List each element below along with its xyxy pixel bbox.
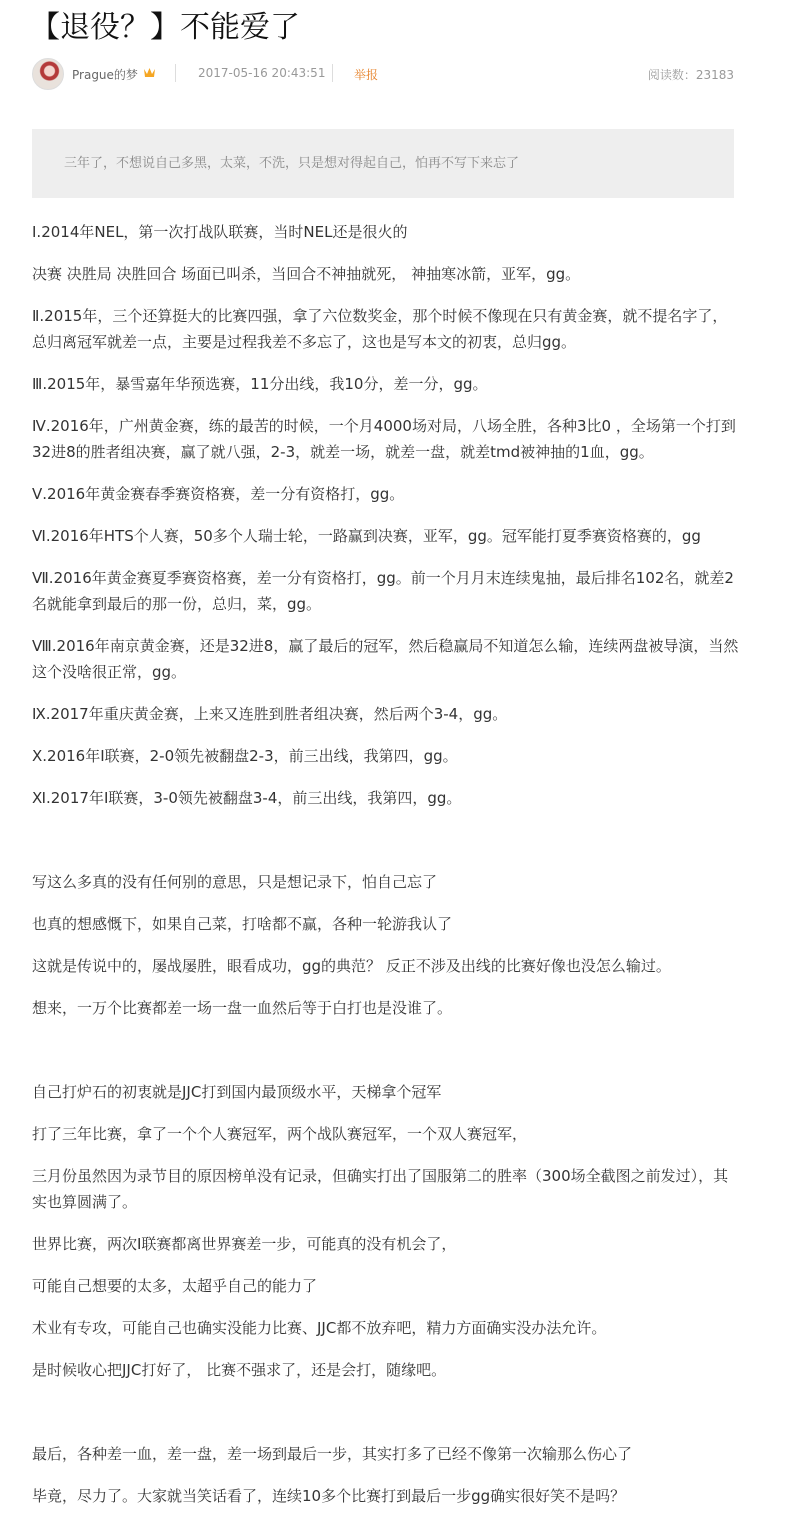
article-title: 【退役？】不能爱了 <box>30 10 300 45</box>
paragraph: Ⅵ.2016年HTS个人赛，50多个人瑞士轮，一路赢到决赛，亚军，gg。冠军能打夏季赛资格赛的，gg <box>32 527 701 545</box>
paragraph: 最后，各种差一血，差一盘，差一场到最后一步，其实打多了已经不像第一次输那么伤心了 <box>32 1445 633 1463</box>
paragraph: 可能自己想要的太多，太超乎自己的能力了 <box>32 1277 318 1295</box>
paragraph: 术业有专攻，可能自己也确实没能力比赛、JJC都不放弃吧，精力方面确实没办法允许。 <box>32 1319 607 1337</box>
paragraph: 这就是传说中的，屡战屡胜，眼看成功，gg的典范？ 反正不涉及出线的比赛好像也没怎么输过。 <box>32 957 671 975</box>
paragraph: Ⅰ.2014年NEL，第一次打战队联赛，当时NEL还是很火的 <box>32 223 408 241</box>
paragraph: 世界比赛，两次I联赛都离世界赛差一步，可能真的没有机会了， <box>32 1235 457 1253</box>
paragraph: Ⅷ.2016年南京黄金赛，还是32进8，赢了最后的冠军，然后稳赢局不知道怎么输，连续两盘被导演，当然这个没啥很正常，gg。 <box>32 637 739 681</box>
paragraph: Ⅶ.2016年黄金赛夏季赛资格赛，差一分有资格打，gg。前一个月月末连续鬼抽，最后排名102名，就差2名就能拿到最后的那一份，总归，菜，gg。 <box>32 569 734 613</box>
paragraph: 也真的想感慨下，如果自己菜，打啥都不赢，各种一轮游我认了 <box>32 915 453 933</box>
meta-divider <box>332 64 333 82</box>
paragraph: Ⅸ.2017年重庆黄金赛，上来又连胜到胜者组决赛，然后两个3-4，gg。 <box>32 705 508 723</box>
summary-text: 三年了，不想说自己多黑，太菜，不洗，只是想对得起自己，怕再不写下来忘了 <box>64 156 520 171</box>
post-date: 2017-05-16 20:43:51 <box>198 66 326 80</box>
paragraph: Ⅳ.2016年，广州黄金赛，练的最苦的时候，一个月4000场对局，八场全胜，各种3比0 ，全场第一个打到32进8的胜者组决赛，赢了就八强，2-3，就差一场，就差一盘，就差tmd被神抽的1血，gg。 <box>32 417 736 461</box>
article-meta <box>32 58 734 90</box>
author-name[interactable]: Prague的梦 <box>72 68 138 82</box>
report-link[interactable]: 举报 <box>354 68 379 82</box>
paragraph: 打了三年比赛，拿了一个个人赛冠军，两个战队赛冠军，一个双人赛冠军， <box>32 1125 528 1143</box>
paragraph: 自己打炉石的初衷就是JJC打到国内最顶级水平，天梯拿个冠军 <box>32 1083 442 1101</box>
paragraph: 写这么多真的没有任何别的意思，只是想记录下，怕自己忘了 <box>32 873 438 891</box>
paragraph: Ⅺ.2017年I联赛，3-0领先被翻盘3-4，前三出线，我第四，gg。 <box>32 789 462 807</box>
paragraph: 决赛 决胜局 决胜回合 场面已叫杀，当回合不神抽就死， 神抽寒冰箭，亚军，gg。 <box>32 265 581 283</box>
paragraph: Ⅲ.2015年，暴雪嘉年华预选赛，11分出线，我10分，差一分，gg。 <box>32 375 488 393</box>
paragraph: Ⅱ.2015年，三个还算挺大的比赛四强，拿了六位数奖金，那个时候不像现在只有黄金赛，就不提名字了，总归离冠军就差一点，主要是过程我差不多忘了，这也是写本文的初衷，总归gg。 <box>32 307 728 351</box>
paragraph: 毕竟，尽力了。大家就当笑话看了，连续10多个比赛打到最后一步gg确实很好笑不是吗？ <box>32 1487 626 1505</box>
paragraph: 想来，一万个比赛都差一场一盘一血然后等于白打也是没谁了。 <box>32 999 453 1017</box>
author-avatar[interactable] <box>32 58 64 90</box>
paragraph: 是时候收心把JJC打好了， 比赛不强求了，还是会打，随缘吧。 <box>32 1361 447 1379</box>
paragraph: 三月份虽然因为录节目的原因榜单没有记录，但确实打出了国服第二的胜率（300场全截图之前发过），其实也算圆满了。 <box>32 1167 729 1211</box>
meta-divider <box>175 64 176 82</box>
vip-crown-icon <box>143 66 156 79</box>
paragraph: Ⅹ.2016年I联赛，2-0领先被翻盘2-3，前三出线，我第四，gg。 <box>32 747 458 765</box>
paragraph: Ⅴ.2016年黄金赛春季赛资格赛，差一分有资格打，gg。 <box>32 485 405 503</box>
summary-box <box>32 129 734 198</box>
read-count: 阅读数：23183 <box>647 68 734 82</box>
